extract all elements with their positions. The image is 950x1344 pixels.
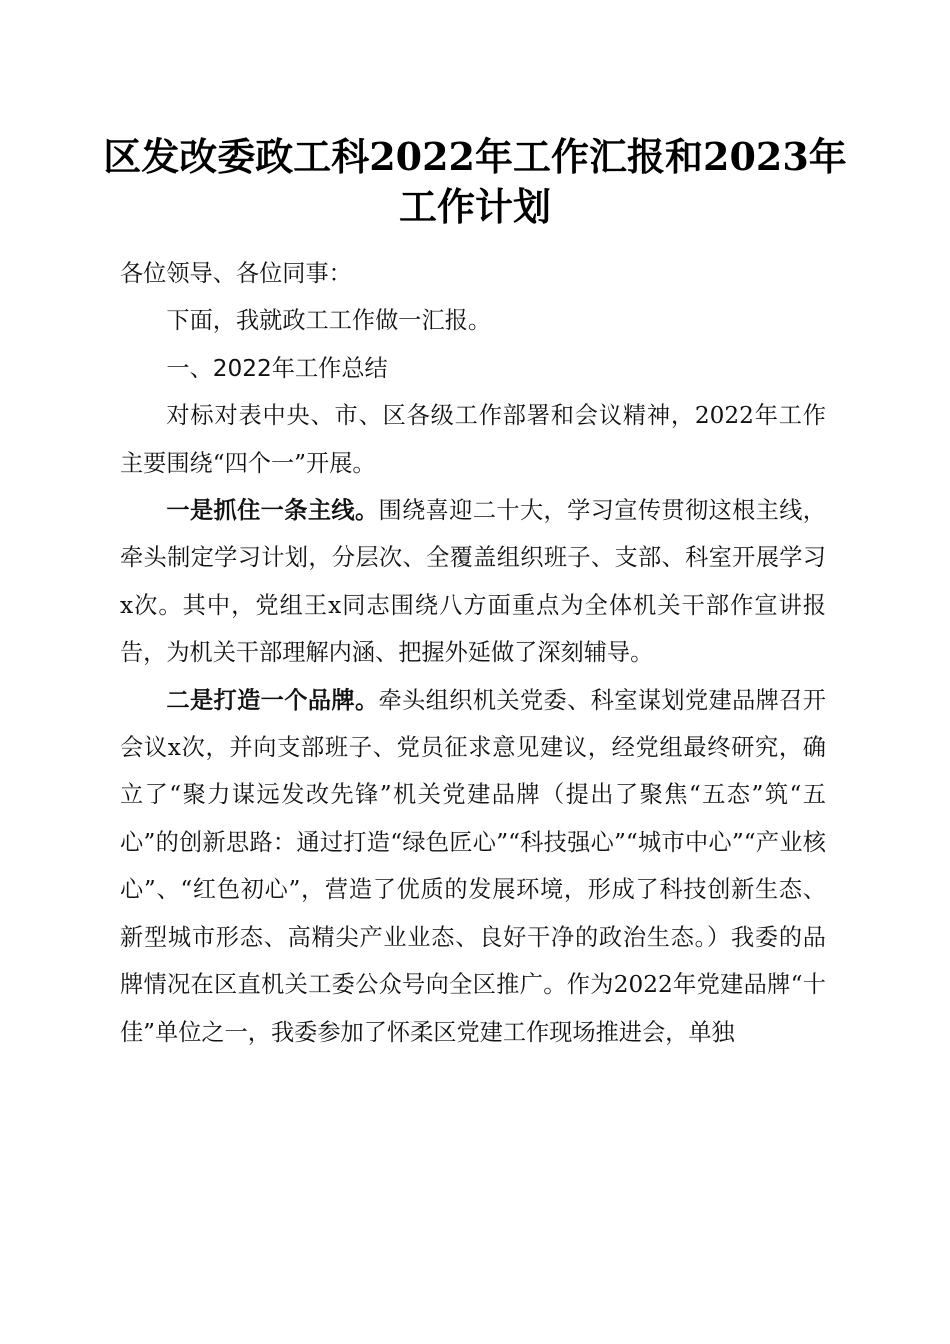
section-heading: 一、2022年工作总结 <box>166 354 388 382</box>
overview-paragraph: 对标对表中央、市、区各级工作部署和会议精神，2022年工作主要围绕“四个一”开展。 <box>120 402 826 477</box>
document-title: 区发改委政工科2022年工作汇报和2023年工作计划 <box>103 134 847 229</box>
item-one-text: 围绕喜迎二十大，学习宣传贯彻这根主线，牵头制定学习计划，分层次、全覆盖组织班子、支部、科室开展学习x次。其中，党组王x同志围绕八方面重点为全体机关干部作宣讲报告，为机关干部理解内涵、把握外延做了深刻辅导。 <box>120 497 826 667</box>
item-one-lead: 一是抓住一条主线。 <box>166 497 379 525</box>
item-two-lead: 二是打造一个品牌。 <box>166 686 379 714</box>
item-two-paragraph <box>120 677 826 1056</box>
document-body <box>120 250 826 1056</box>
item-two-text: 牵头组织机关党委、科室谋划党建品牌召开会议x次，并向支部班子、党员征求意见建议，经党组最终研究，确立了“聚力谋远发改先锋”机关党建品牌（提出了聚焦“五态”筑“五心”的创新思路：通过打造“绿色匠心”“科技强心”“城市中心”“产业核心”、“红色初心”，营造了优质的发展环境，形成了科技创新生态、新型城市形态、高精尖产业业态、良好干净的政治生态。）我委的品牌情况在区直机关工委公众号向全区推广。作为2022年党建品牌“十佳”单位之一，我委参加了怀柔区党建工作现场推进会，单独 <box>120 686 826 1046</box>
item-one-paragraph <box>120 487 826 677</box>
intro-paragraph: 下面，我就政工工作做一汇报。 <box>166 307 492 335</box>
salutation: 各位领导、各位同事： <box>120 260 352 287</box>
